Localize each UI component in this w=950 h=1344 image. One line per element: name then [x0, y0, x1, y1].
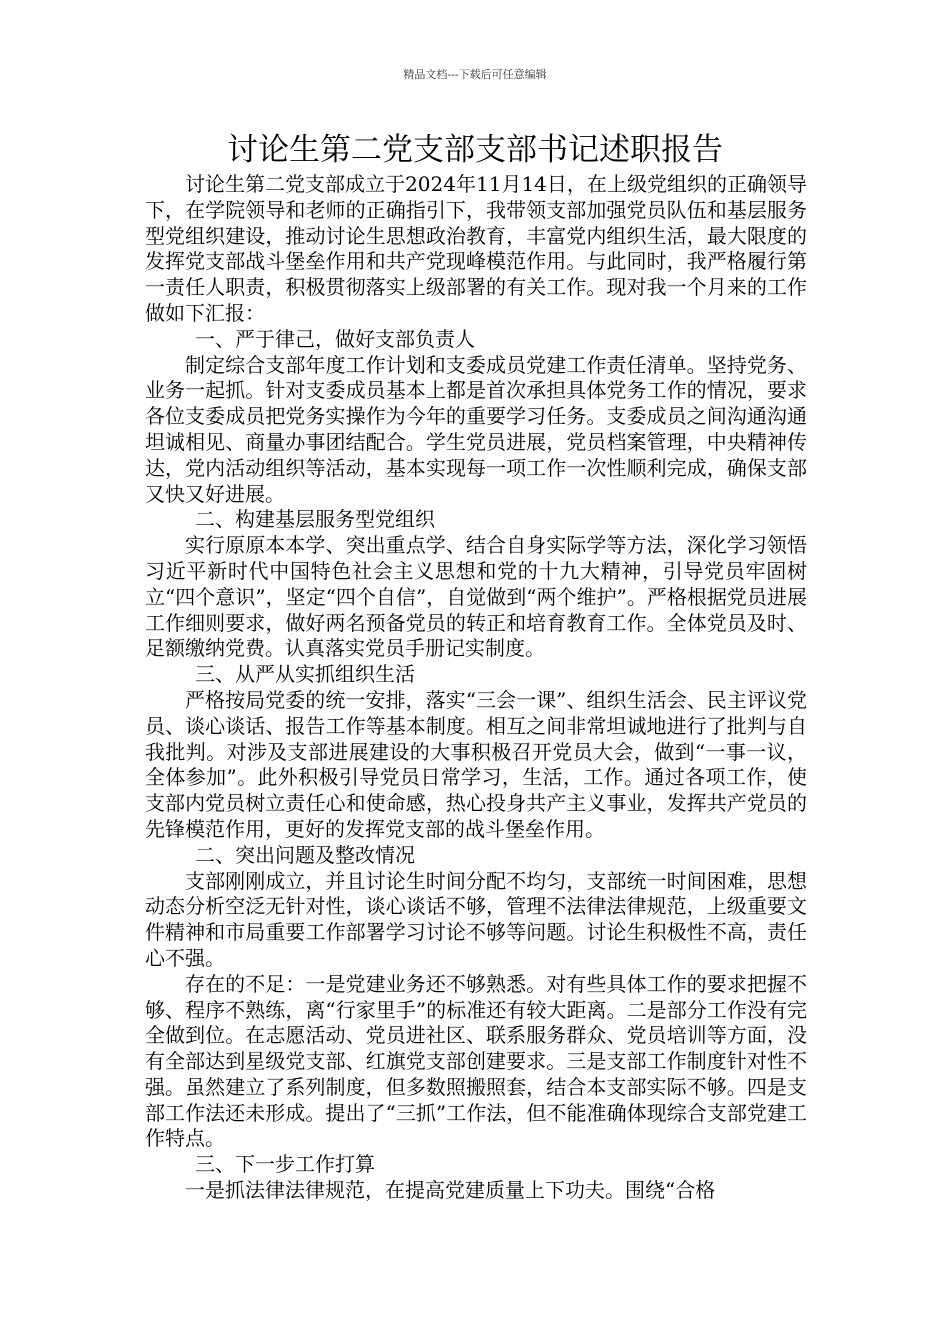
paragraph-intro: 讨论生第二党支部成立于2024年11月14日，在上级党组织的正确领导下，在学院领导和老师的正确指引下，我带领支部加强党员队伍和基层服务型党组织建设，推动讨论生思想政治教育，丰富党内组织生活，最大限度的发挥党支部战斗堡垒作用和共产党现峰模范作用。与此同时，我严格履行第一责任人职责，积极贯彻落实上级部署的有关工作。现对我一个月来的工作做如下汇报：: [145, 172, 807, 325]
paragraph-problems: 支部刚刚成立，并且讨论生时间分配不均匀，支部统一时间困难，思想动态分析空泛无针对性，谈心谈话不够，管理不法律法律规范，上级重要文件精神和市局重要工作部署学习讨论不够等问题。讨论生积极性不高，责任心不强。: [145, 868, 807, 970]
paragraph-section-2: 实行原原本本学、突出重点学、结合自身实际学等方法，深化学习领悟习近平新时代中国特色社会主义思想和党的十九大精神，引导党员牢固树立“四个意识”，坚定“四个自信”，自觉做到“两个维护”。严格根据党员进展工作细则要求，做好两名预备党员的转正和培育教育工作。全体党员及时、足额缴纳党费。认真落实党员手册记实制度。: [145, 533, 807, 661]
paragraph-next-steps: 一是抓法律法律规范，在提高党建质量上下功夫。围绕“合格: [185, 1178, 716, 1203]
section-heading-problems: 二、突出问题及整改情况: [195, 842, 415, 867]
header-note: 精品文档---下载后可任意编辑: [403, 68, 547, 81]
section-heading-1: 一、严于律己，做好支部负责人: [195, 326, 475, 351]
paragraph-section-1: 制定综合支部年度工作计划和支委成员党建工作责任清单。坚持党务、业务一起抓。针对支委成员基本上都是首次承担具体党务工作的情况，要求各位支委成员把党务实操作为今年的重要学习任务。支委成员之间沟通沟通坦诚相见、商量办事团结配合。学生党员进展，党员档案管理，中央精神传达，党内活动组织等活动，基本实现每一项工作一次性顺利完成，确保支部又快又好进展。: [145, 352, 807, 506]
paragraph-section-3: 严格按局党委的统一安排，落实“三会一课”、组织生活会、民主评议党员、谈心谈话、报告工作等基本制度。相互之间非常坦诚地进行了批判与自我批判。对涉及支部进展建设的大事积极召开党员大会，做到“一事一议，全体参加”。此外积极引导党员日常学习，生活，工作。通过各项工作，使支部内党员树立责任心和使命感，热心投身共产主义事业，发挥共产党员的先锋模范作用，更好的发挥党支部的战斗堡垒作用。: [145, 687, 807, 841]
document-title: 讨论生第二党支部支部书记述职报告: [227, 132, 723, 168]
section-heading-next-steps: 三、下一步工作打算: [195, 1152, 375, 1177]
document-body: [145, 172, 807, 1204]
paragraph-shortcomings: 存在的不足：一是党建业务还不够熟悉。对有些具体工作的要求把握不够、程序不熟练，离“行家里手”的标准还有较大距离。二是部分工作没有完全做到位。在志愿活动、党员进社区、联系服务群众、党员培训等方面，没有全部达到星级党支部、红旗党支部创建要求。三是支部工作制度针对性不强。虽然建立了系列制度，但多数照搬照套，结合本支部实际不够。四是支部工作法还未形成。提出了“三抓”工作法，但不能准确体现综合支部党建工作特点。: [145, 971, 807, 1151]
section-heading-2: 二、构建基层服务型党组织: [195, 507, 435, 532]
section-heading-3: 三、从严从实抓组织生活: [195, 662, 415, 687]
